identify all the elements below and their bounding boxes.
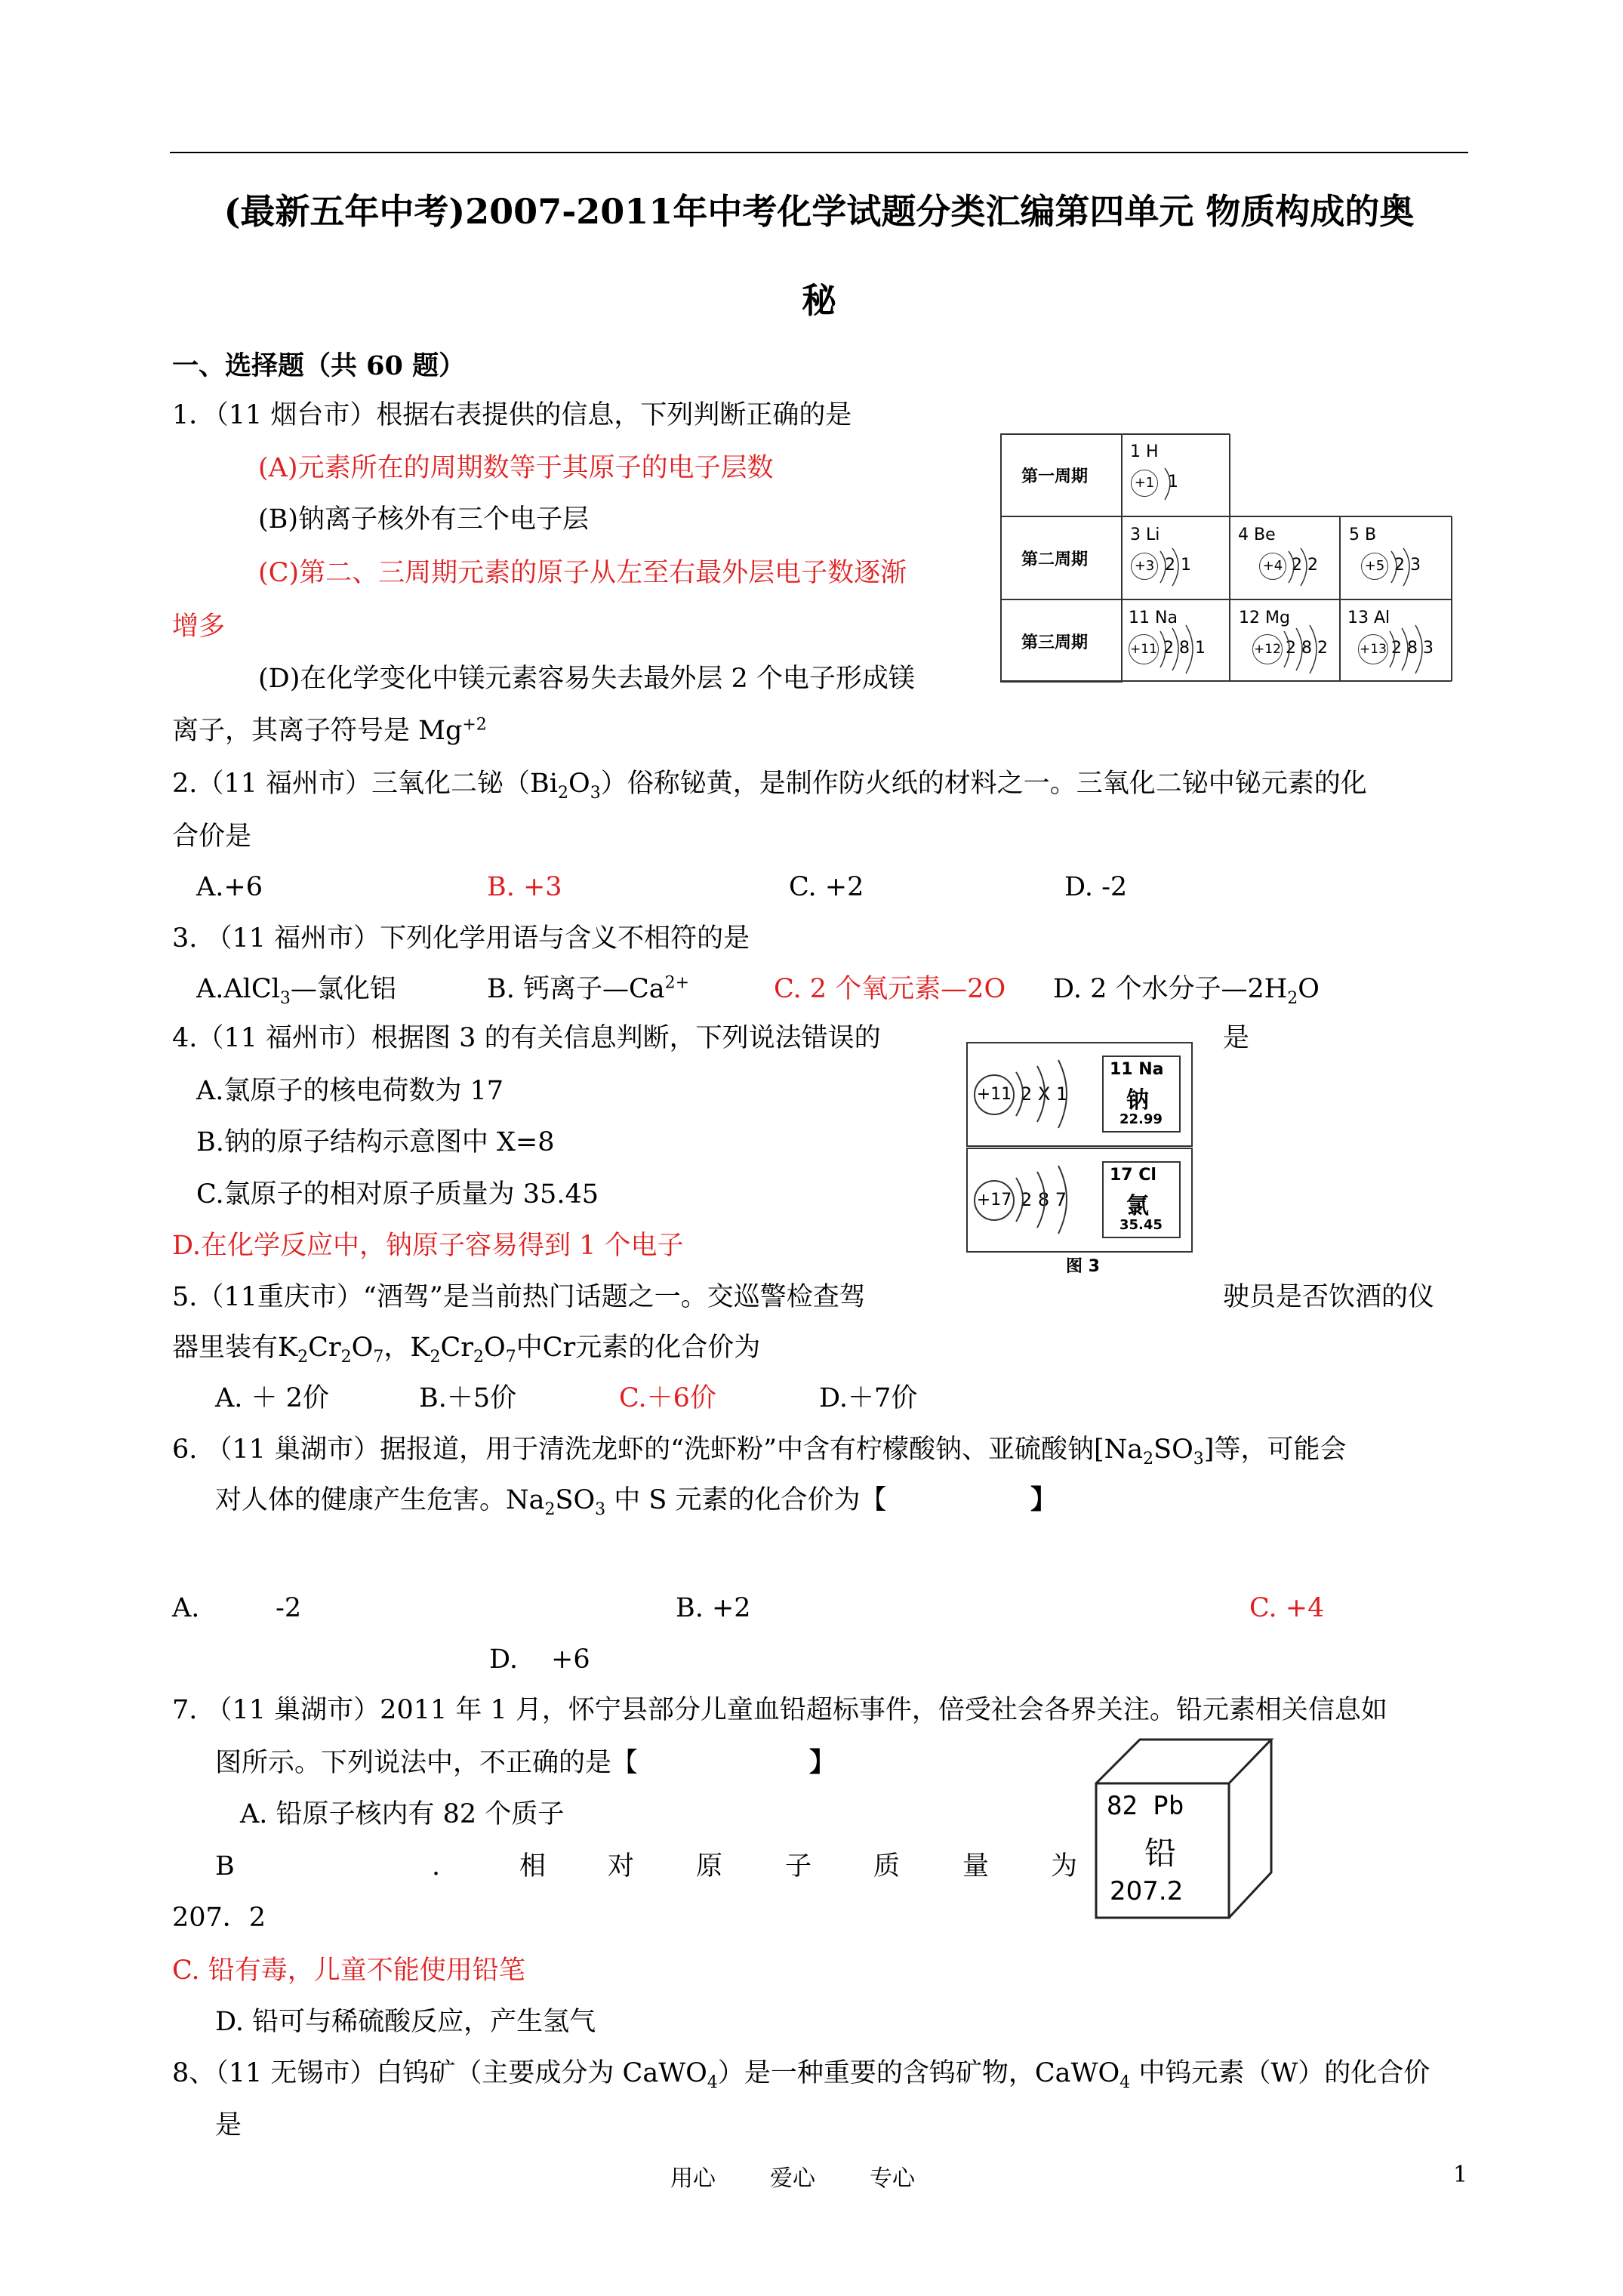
q1-option-a: (A)元素所在的周期数等于其原子的电子层数 (258, 453, 774, 483)
element-h-shells: 1 (1168, 473, 1178, 492)
q7-answer-bracket-end: 】 (809, 1747, 836, 1778)
q4-stem-end: 是 (1223, 1023, 1250, 1053)
q7-stem-cont: 图所示。下列说法中，不正确的是【 (215, 1748, 639, 1778)
q7-stem: 7. （11 巢湖市）2011 年 1 月，怀宁县部分儿童血铅超标事件，倍受社会各界关注。铅元素相关信息如 (172, 1695, 1387, 1725)
element-na-label: 11 Na (1129, 609, 1178, 627)
q4-option-b: B.钠的原子结构示意图中 X=8 (196, 1127, 555, 1157)
lead-element-figure (1093, 1737, 1274, 1922)
q5-option-d: D.＋7价 (819, 1383, 918, 1413)
q6-option-d-value: +6 (551, 1644, 590, 1675)
lead-symbol: 82 Pb (1107, 1791, 1184, 1821)
q2-option-d: D. -2 (1064, 872, 1128, 902)
figure-3-shell-arcs (966, 1042, 1193, 1276)
q6-option-c: C. +4 (1249, 1593, 1325, 1623)
section-heading: 一、选择题（共 60 题） (172, 350, 466, 381)
sodium-shells: 2 X 1 (1021, 1083, 1068, 1105)
element-mg-label: 12 Mg (1239, 609, 1290, 627)
chlorine-nucleus: +17 (974, 1180, 1015, 1221)
element-al-shells: 2 8 3 (1391, 639, 1434, 658)
q8-stem: 8、（11 无锡市）白钨矿（主要成分为 CaWO$_4$）是一种重要的含钨矿物，CaWO$_4$ 中钨元素（W）的化合价 (172, 2058, 1431, 2092)
q8-stem-cont: 是 (215, 2110, 242, 2140)
element-na-nucleus: +11 (1129, 634, 1159, 664)
q2-option-a: A.+6 (196, 872, 263, 902)
q5-option-c: C.＋6价 (619, 1383, 716, 1413)
q2-stem-cont: 合价是 (172, 821, 252, 852)
lead-name: 铅 (1144, 1835, 1177, 1872)
element-li-label: 3 Li (1130, 525, 1160, 544)
sodium-nucleus: +11 (974, 1074, 1015, 1115)
element-al-nucleus: +13 (1358, 634, 1388, 664)
header-rule (170, 152, 1468, 153)
q5-stem: 5.（11重庆市）“酒驾”是当前热门话题之一。交巡警检查驾 (172, 1282, 866, 1312)
q7-option-a: A. 铅原子核内有 82 个质子 (240, 1799, 565, 1829)
element-na-shells: 2 8 1 (1163, 639, 1206, 658)
footer-middle: 爱心 (770, 2165, 815, 2192)
element-mg-nucleus: +12 (1252, 634, 1283, 664)
q4-option-d: D.在化学反应中，钠原子容易得到 1 个电子 (172, 1231, 684, 1261)
q2-option-b: B. +3 (487, 872, 562, 902)
sodium-symbol: 11 Na (1110, 1060, 1164, 1079)
page-number: 1 (1453, 2162, 1468, 2188)
element-b-label: 5 B (1349, 525, 1377, 544)
element-h-nucleus: +1 (1131, 470, 1158, 497)
chlorine-shells: 2 8 7 (1021, 1189, 1067, 1210)
q3-option-c: C. 2 个氧元素—2O (774, 974, 1006, 1004)
q1-option-d-cont: 离子，其离子符号是 $Mg^{+2}$ (172, 715, 487, 746)
q3-option-d: D. 2 个水分子$—2H_2O$ (1053, 974, 1320, 1008)
element-mg-shells: 2 8 2 (1286, 639, 1328, 658)
q3-option-b: B. 钙离子$—Ca^{2+}$ (487, 973, 690, 1004)
figure-3 (966, 1042, 1193, 1276)
q4-option-c: C.氯原子的相对原子质量为 35.45 (196, 1179, 599, 1210)
q1-option-c: (C)第二、三周期元素的原子从左至右最外层电子数逐渐 (258, 558, 907, 588)
q2-stem: 2.（11 福州市）三氧化二铋$(Bi_2O_3)$俗称铋黄，是制作防火纸的材料之一。三氧化二铋中铋元素的化 (172, 769, 1367, 803)
q5-stem-cont: 器里装有$K_2Cr_2O_7$，$K_2Cr_2O_7$中Cr元素的化合价为 (172, 1333, 761, 1367)
chlorine-symbol: 17 Cl (1110, 1166, 1156, 1185)
q5-stem-end: 驶员是否饮酒的仪 (1223, 1282, 1435, 1312)
element-al-label: 13 Al (1347, 609, 1390, 627)
doc-title-cont: 秘 (802, 280, 836, 321)
periodic-table-figure (1000, 433, 1453, 683)
q4-option-a: A.氯原子的核电荷数为 17 (196, 1076, 504, 1106)
electron-shell-arcs (1000, 433, 1453, 683)
q3-option-a: A.AlCl$_3$—氯化铝 (196, 974, 396, 1008)
q6-option-a-value: -2 (276, 1593, 302, 1623)
element-be-nucleus: +4 (1259, 553, 1286, 580)
q6-option-b: B. +2 (676, 1593, 751, 1623)
q6-option-a-label: A. (172, 1593, 200, 1623)
element-b-shells: 2 3 (1394, 556, 1421, 575)
q2-option-c: C. +2 (789, 872, 864, 902)
q6-option-d-label: D. (489, 1644, 518, 1675)
element-be-label: 4 Be (1238, 525, 1276, 544)
lead-mass: 207.2 (1110, 1876, 1184, 1906)
q5-option-a: A. ＋ 2价 (215, 1383, 329, 1413)
chlorine-name: 氯 (1126, 1193, 1149, 1219)
q1-option-d: (D)在化学变化中镁元素容易失去最外层 2 个电子形成镁 (258, 664, 915, 694)
q5-option-b: B.＋5价 (419, 1383, 517, 1413)
q1-option-b: (B)钠离子核外有三个电子层 (258, 504, 590, 535)
element-h-label: 1 H (1130, 442, 1159, 461)
q1-option-c-cont: 增多 (172, 612, 226, 642)
footer-right: 专心 (870, 2165, 915, 2192)
q6-stem-cont: 对人体的健康产生危害。$Na_2SO_3$ 中 S 元素的化合价为【 (215, 1485, 887, 1519)
q6-stem: 6. （11 巢湖市）据报道，用于清洗龙虾的“洗虾粉”中含有柠檬酸钠、亚硫酸钠$[Na_2SO_3]$等，可能会 (172, 1435, 1347, 1469)
q6-answer-bracket-end: 】 (1030, 1484, 1058, 1515)
q4-stem: 4.（11 福州市）根据图 3 的有关信息判断，下列说法错误的 (172, 1023, 881, 1053)
row-period-2: 第二周期 (1021, 550, 1089, 569)
doc-title: (最新五年中考)2007-2011年中考化学试题分类汇编第四单元 物质构成的奥 (223, 191, 1415, 232)
row-period-3: 第三周期 (1021, 633, 1089, 652)
q7-option-b-cont: 207．2 (172, 1903, 266, 1933)
q7-option-c: C. 铅有毒，儿童不能使用铅笔 (172, 1955, 525, 1986)
element-li-nucleus: +3 (1131, 553, 1158, 580)
element-b-nucleus: +5 (1361, 553, 1388, 580)
q3-stem: 3. （11 福州市）下列化学用语与含义不相符的是 (172, 923, 750, 954)
sodium-name: 钠 (1126, 1087, 1149, 1114)
chlorine-mass: 35.45 (1119, 1217, 1163, 1233)
row-period-1: 第一周期 (1021, 467, 1089, 486)
sodium-mass: 22.99 (1119, 1111, 1163, 1127)
footer-left: 用心 (670, 2165, 716, 2192)
q7-option-d: D. 铅可与稀硫酸反应，产生氢气 (215, 2007, 596, 2037)
q1-stem: 1．（11 烟台市）根据右表提供的信息，下列判断正确的是 (172, 400, 852, 430)
element-li-shells: 2 1 (1165, 556, 1191, 575)
figure-3-caption: 图 3 (1066, 1257, 1100, 1276)
element-be-shells: 2 2 (1292, 556, 1318, 575)
